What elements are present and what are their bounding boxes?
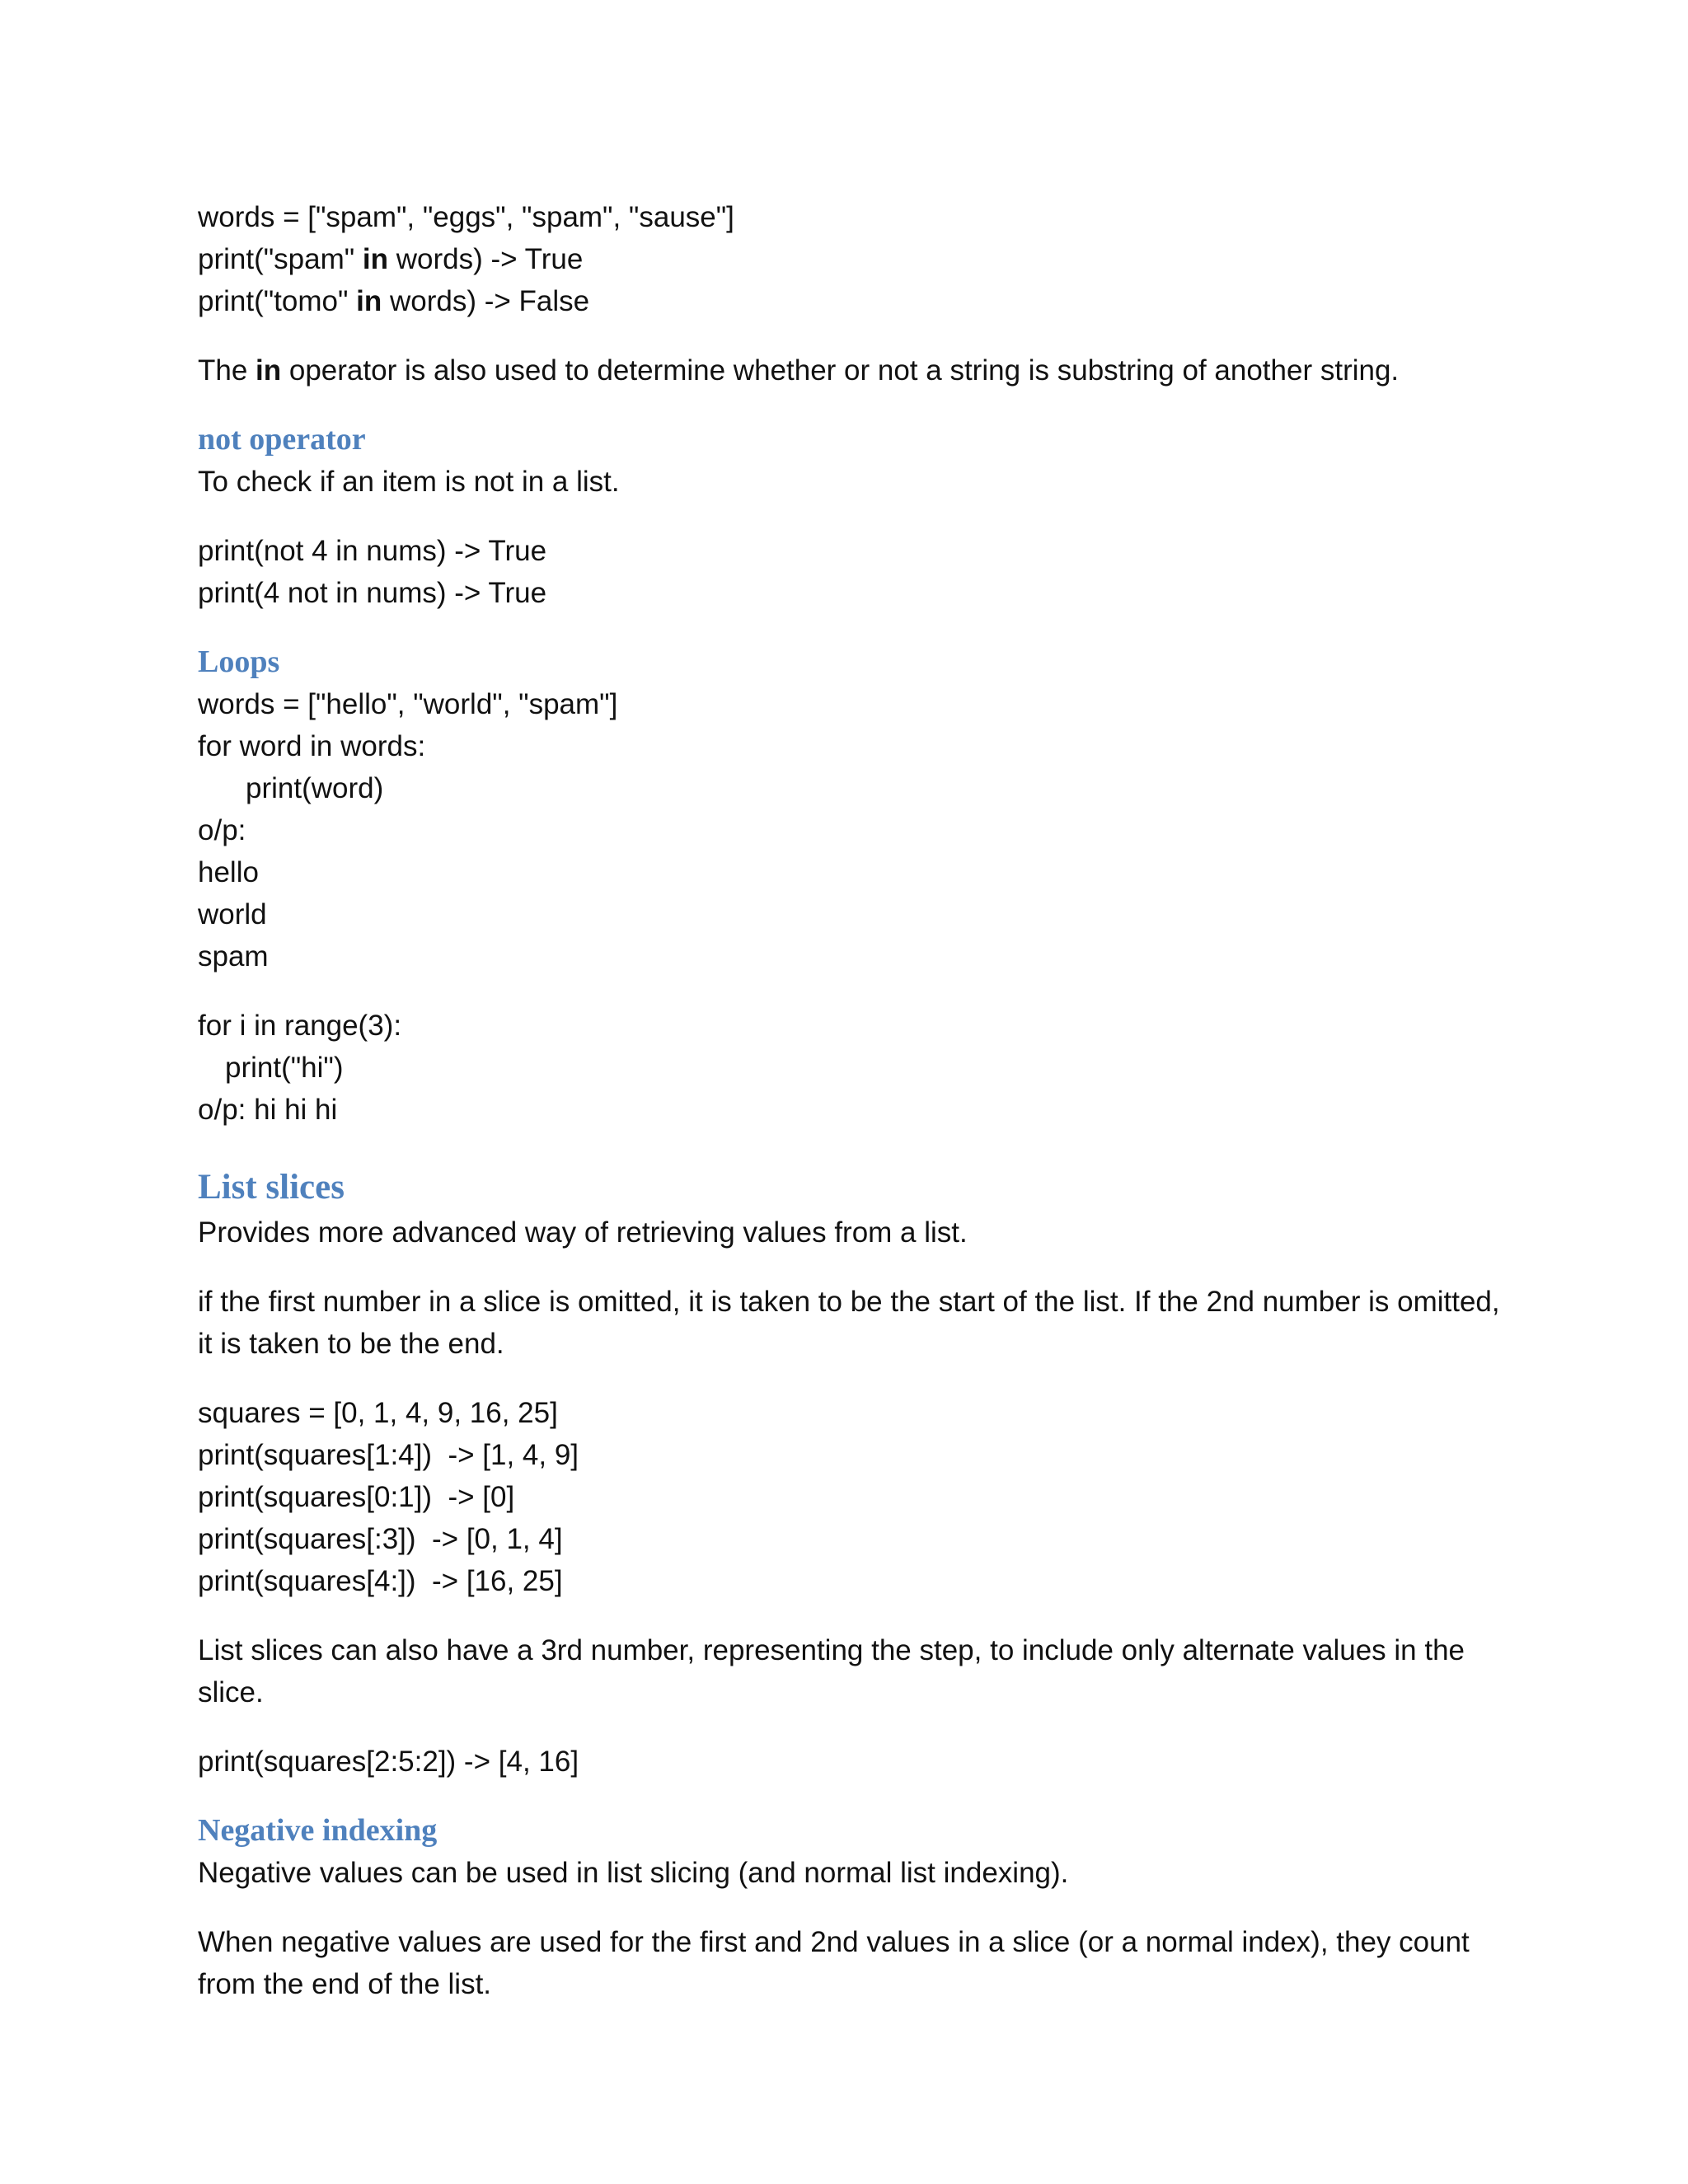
- paragraph: if the first number in a slice is omitted, it is taken to be the start of the list. If the 2nd number is omitted, it is taken to be the end.: [198, 1286, 1500, 1360]
- code-line: [198, 238, 1517, 280]
- note-text: The: [198, 354, 256, 387]
- keyword-in: in: [362, 243, 389, 275]
- paragraph: To check if an item is not in a list.: [198, 466, 620, 498]
- output-line: hello: [198, 856, 259, 888]
- code-line: print(not 4 in nums) -> True: [198, 535, 547, 567]
- page-content: [198, 196, 1517, 2005]
- paragraph: Provides more advanced way of retrieving values from a list.: [198, 1216, 968, 1249]
- code-line: print("hi"): [225, 1052, 344, 1084]
- code-line: print(word): [246, 772, 384, 804]
- heading-loops: Loops: [198, 644, 280, 679]
- heading-negative-indexing: Negative indexing: [198, 1813, 438, 1848]
- paragraph: Negative values can be used in list slicing (and normal list indexing).: [198, 1857, 1069, 1889]
- code-line: print(squares[0:1]) -> [0]: [198, 1481, 515, 1513]
- code-line: print(squares[2:5:2]) -> [4, 16]: [198, 1746, 579, 1778]
- code-text: print("tomo": [198, 285, 357, 317]
- code-line: print(4 not in nums) -> True: [198, 577, 547, 609]
- code-line: words = ["hello", "world", "spam"]: [198, 688, 618, 720]
- paragraph: List slices can also have a 3rd number, representing the step, to include only alternate values in the slice.: [198, 1634, 1465, 1708]
- heading-not-operator: not operator: [198, 422, 366, 457]
- in-operator-note: [198, 349, 1517, 391]
- output-line: spam: [198, 940, 269, 972]
- output-line: o/p: hi hi hi: [198, 1094, 338, 1126]
- output-label: o/p:: [198, 814, 246, 846]
- heading-list-slices: List slices: [198, 1168, 345, 1207]
- keyword-in: in: [256, 354, 282, 387]
- code-text: words) -> True: [388, 243, 584, 275]
- keyword-in: in: [356, 285, 382, 317]
- code-text: words) -> False: [382, 285, 590, 317]
- code-line: [198, 280, 1517, 322]
- output-line: world: [198, 898, 267, 930]
- note-text: operator is also used to determine whether or not a string is substring of another string.: [281, 354, 1400, 387]
- code-text: print("spam": [198, 243, 363, 275]
- code-line: words = ["spam", "eggs", "spam", "sause"]: [198, 201, 734, 233]
- code-line: print(squares[1:4]) -> [1, 4, 9]: [198, 1439, 579, 1471]
- code-line: print(squares[:3]) -> [0, 1, 4]: [198, 1523, 563, 1555]
- code-line: for i in range(3):: [198, 1010, 402, 1042]
- paragraph: When negative values are used for the first and 2nd values in a slice (or a normal index), they count from the end of the list.: [198, 1926, 1470, 2000]
- code-line: for word in words:: [198, 730, 426, 762]
- code-line: print(squares[4:]) -> [16, 25]: [198, 1565, 563, 1597]
- code-line: squares = [0, 1, 4, 9, 16, 25]: [198, 1397, 558, 1429]
